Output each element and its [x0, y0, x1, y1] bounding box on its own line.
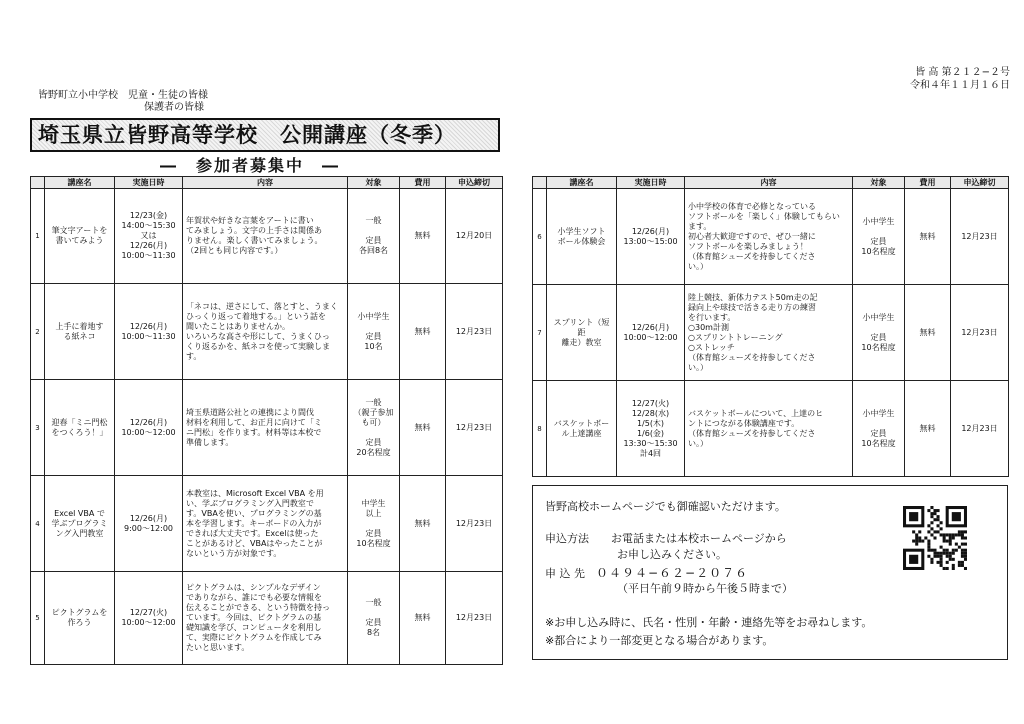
course-content: 埼玉県道路公社との連携により間伐 材料を利用して、お正月に向けて「ミ ニ門松」を作ります。材料等は本校で 準備します。: [183, 380, 348, 476]
course-date: 12/23(金) 14:00〜15:30 又は 12/26(月) 10:00〜11:30: [115, 189, 183, 284]
row-number: 3: [31, 380, 45, 476]
course-fee: 無料: [400, 189, 446, 284]
row-number: 2: [31, 284, 45, 380]
course-target: 小中学生 定員 10名: [348, 284, 400, 380]
row-number: 4: [31, 476, 45, 572]
course-name: スプリント（短距 離走）教室: [547, 285, 617, 381]
header-deadline: 申込締切: [446, 177, 503, 189]
contact-label: 申 込 先: [545, 567, 585, 580]
document-number: 皆 高 第２１２−２号: [915, 67, 1010, 78]
course-content: 小中学校の体育で必修となっている ソフトボールを「楽しく」体験してもらい ます。 初心者大歓迎ですので、ぜひ一緒に ソフトボールを楽しみましょう！ （体育館シューズを持参してくださ い。）: [685, 189, 853, 285]
table-row: [533, 381, 1009, 477]
table-row: [533, 189, 1009, 285]
course-name: バスケットボー ル上達講座: [547, 381, 617, 477]
course-fee: 無料: [400, 476, 446, 572]
table-row: [31, 189, 503, 284]
course-deadline: 12月23日: [951, 381, 1009, 477]
course-name: 迎春「ミニ門松 をつくろう！」: [45, 380, 115, 476]
course-deadline: 12月23日: [446, 380, 503, 476]
course-date: 12/27(火) 10:00〜12:00: [115, 572, 183, 665]
course-content: バスケットボールについて、上達のヒ ントにつながる体験講座です。 （体育館シューズを持参してくださ い。）: [685, 381, 853, 477]
note-1: ※お申し込み時に、氏名・性別・年齢・連絡先等をお尋ねします。: [545, 616, 873, 629]
header-cell-no: [533, 177, 547, 189]
header-deadline: 申込締切: [951, 177, 1009, 189]
course-date: 12/26(月) 9:00〜12:00: [115, 476, 183, 572]
course-content: 陸上競技、新体力テスト50m走の記 録向上や球技で活きる走り方の練習 を行います。 ○30m計測 ○スプリントトレーニング ○ストレッチ （体育館シューズを持参してくださ い。）: [685, 285, 853, 381]
header-date: 実施日時: [115, 177, 183, 189]
page-subtitle: ― 参加者募集中 ―: [160, 156, 341, 175]
course-deadline: 12月23日: [446, 572, 503, 665]
header-date: 実施日時: [617, 177, 685, 189]
header-target: 対象: [348, 177, 400, 189]
office-hours: （平日午前９時から午後５時まで）: [617, 582, 793, 595]
page-title: 埼玉県立皆野高等学校 公開講座（冬季）: [30, 118, 500, 152]
course-fee: 無料: [905, 381, 951, 477]
course-target: 小中学生 定員 10名程度: [853, 285, 905, 381]
table-row: [31, 476, 503, 572]
course-content: 「ネコは、逆さにして、落とすと、うまく ひっくり返って着地する。」という話を 聞いたことはありませんか。 いろいろな高さや形にして、うまくひっ くり返るかを、紙ネコを使って実験しま す。: [183, 284, 348, 380]
course-name: 筆文字アートを 書いてみよう: [45, 189, 115, 284]
course-name: Excel VBA で 学ぶプログラミ ング入門教室: [45, 476, 115, 572]
course-date: 12/26(月) 10:00〜12:00: [115, 380, 183, 476]
course-date: 12/26(月) 10:00〜12:00: [617, 285, 685, 381]
header-course-name: 講座名: [45, 177, 115, 189]
course-table-right: [532, 176, 1009, 477]
course-fee: 無料: [905, 285, 951, 381]
course-fee: 無料: [400, 380, 446, 476]
course-target: 小中学生 定員 10名程度: [853, 189, 905, 285]
table-row: [533, 285, 1009, 381]
method-text-2: お申し込みください。: [617, 548, 727, 561]
row-number: 6: [533, 189, 547, 285]
row-number: 1: [31, 189, 45, 284]
document-date: 令和４年１１月１６日: [910, 80, 1010, 91]
course-fee: 無料: [905, 189, 951, 285]
phone-number: ０４９４−６２−２０７６: [596, 566, 749, 580]
course-fee: 無料: [400, 284, 446, 380]
row-number: 8: [533, 381, 547, 477]
course-fee: 無料: [400, 572, 446, 665]
note-2: ※都合により一部変更となる場合があります。: [545, 634, 774, 647]
homepage-note: 皆野高校ホームページでも御確認いただけます。: [545, 500, 786, 513]
method-text: お電話または本校ホームページから: [611, 532, 787, 545]
course-deadline: 12月23日: [446, 284, 503, 380]
course-deadline: 12月23日: [446, 476, 503, 572]
header-fee: 費用: [400, 177, 446, 189]
table-row: [31, 380, 503, 476]
table-header-row: [31, 177, 503, 189]
table-row: [31, 572, 503, 665]
header-target: 対象: [853, 177, 905, 189]
row-number: 5: [31, 572, 45, 665]
address-line-1: 皆野町立小中学校 児童・生徒の皆様: [38, 90, 208, 101]
row-number: 7: [533, 285, 547, 381]
course-date: 12/27(火) 12/28(水) 1/5(木) 1/6(金) 13:30〜15:30 計4回: [617, 381, 685, 477]
course-deadline: 12月23日: [951, 285, 1009, 381]
method-label: 申込方法: [545, 532, 589, 545]
course-name: 小学生ソフト ボール体験会: [547, 189, 617, 285]
address-line-2: 保護者の皆様: [144, 102, 204, 113]
course-target: 一般 （親子参加 も可） 定員 20名程度: [348, 380, 400, 476]
qr-code-icon[interactable]: [903, 506, 967, 570]
header-content: 内容: [685, 177, 853, 189]
header-cell-no: [31, 177, 45, 189]
document-number-block: [860, 66, 1010, 92]
info-box: [532, 485, 1008, 660]
course-deadline: 12月23日: [951, 189, 1009, 285]
course-name: ピクトグラムを 作ろう: [45, 572, 115, 665]
course-date: 12/26(月) 10:00〜11:30: [115, 284, 183, 380]
course-content: 年賀状や好きな言葉をアートに書い てみましょう。文字の上手さは関係あ りません。楽しく書いてみましょう。 （2回とも同じ内容です。）: [183, 189, 348, 284]
header-content: 内容: [183, 177, 348, 189]
course-target: 一般 定員 8名: [348, 572, 400, 665]
application-method: [545, 532, 787, 546]
header-fee: 費用: [905, 177, 951, 189]
course-content: ピクトグラムは、シンプルなデザイン でありながら、誰にでも必要な情報を 伝えることができる、という特徴を持っ ています。今回は、ピクトグラムの基 礎知識を学び、コンピュータを利用し て、実際にピクトグラムを作成してみ たいと思います。: [183, 572, 348, 665]
course-target: 小中学生 定員 10名程度: [853, 381, 905, 477]
contact: [545, 566, 748, 581]
course-table-left: [30, 176, 503, 665]
address-block: [38, 90, 208, 114]
course-target: 一般 定員 各回8名: [348, 189, 400, 284]
course-target: 中学生 以上 定員 10名程度: [348, 476, 400, 572]
table-header-row: [533, 177, 1009, 189]
table-row: [31, 284, 503, 380]
course-name: 上手に着地す る紙ネコ: [45, 284, 115, 380]
course-deadline: 12月20日: [446, 189, 503, 284]
course-content: 本教室は、Microsoft Excel VBA を用 い、学ぶプログラミング入門教室で す。VBAを使い、プログラミングの基 本を学習します。キーボードの入力が できれば大丈夫です。Excelは使った ことがあるけど、VBAはやったことが ないという方が対象です。: [183, 476, 348, 572]
course-date: 12/26(月) 13:00〜15:00: [617, 189, 685, 285]
header-course-name: 講座名: [547, 177, 617, 189]
